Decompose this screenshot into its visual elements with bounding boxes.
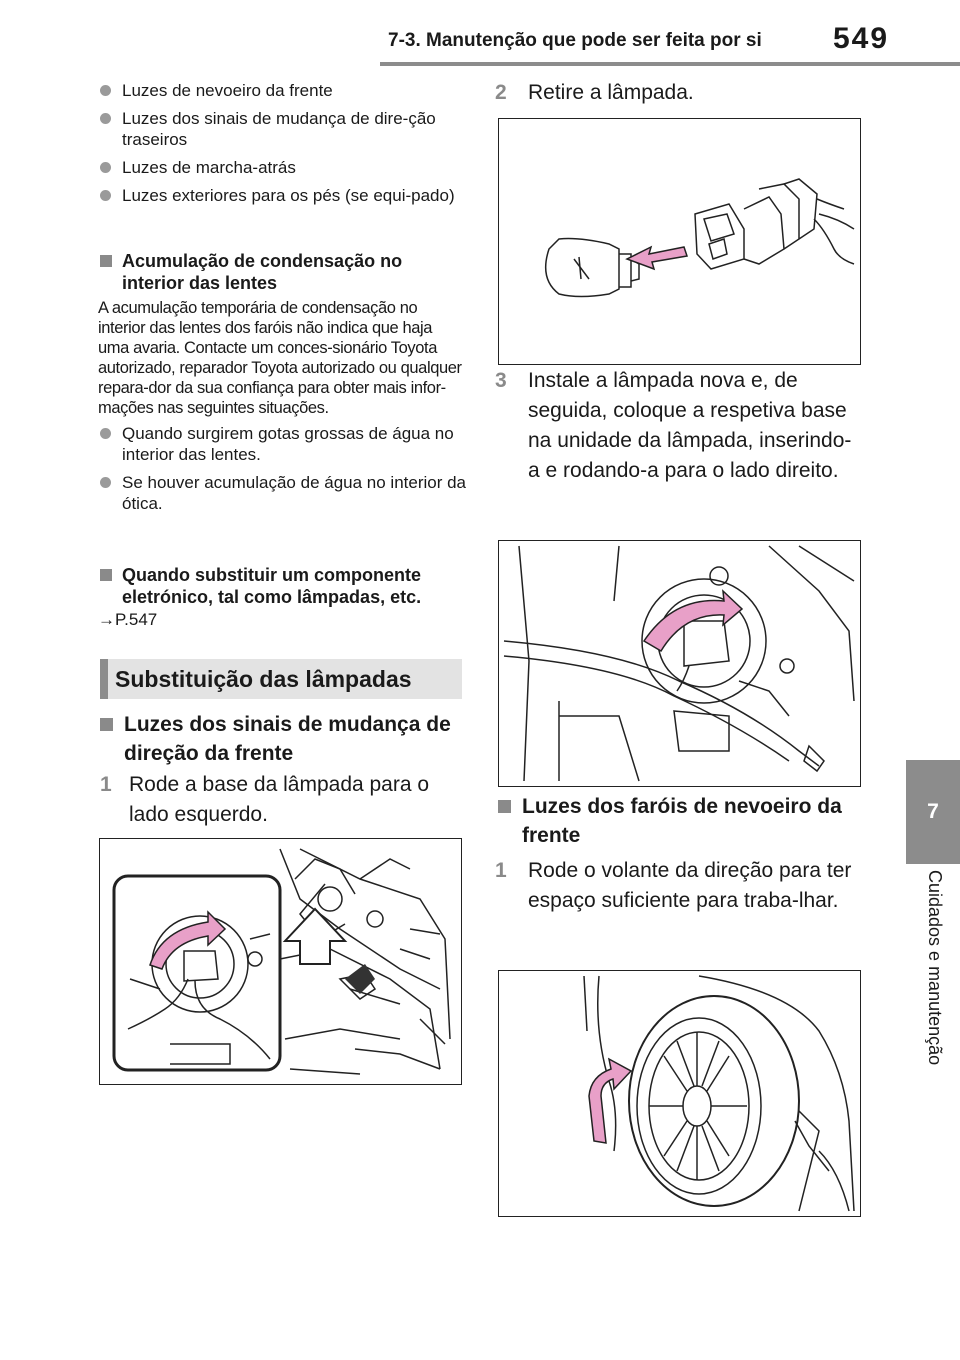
bullet-icon bbox=[100, 162, 111, 173]
square-bullet-icon bbox=[498, 800, 511, 813]
electronic-block bbox=[98, 564, 466, 630]
fog-step-1: 1 Rode o volante da direção para ter espaço suficiente para traba-lhar. bbox=[495, 859, 852, 912]
square-bullet-icon bbox=[100, 569, 112, 581]
wheel-illustration bbox=[499, 971, 860, 1216]
bullet-list bbox=[98, 80, 466, 213]
list-item: Se houver acumulação de água no interior da ótica. bbox=[98, 472, 466, 514]
chapter-title: Cuidados e manutenção bbox=[925, 870, 945, 1066]
bullet-icon bbox=[100, 113, 111, 124]
bullet-icon bbox=[100, 85, 111, 96]
step-3: 3 Instale a lâmpada nova e, de seguida, coloque a respetiva base na unidade da lâmpada, inserindo-a e rodando-a para o lado direito. bbox=[495, 369, 852, 482]
page-number: 549 bbox=[833, 22, 890, 55]
electronic-heading: Quando substituir um componente eletrónico, tal como lâmpadas, etc. bbox=[98, 564, 466, 608]
section-bar bbox=[100, 659, 108, 699]
square-bullet-icon bbox=[100, 255, 112, 267]
figure-turn-wheel bbox=[498, 970, 861, 1217]
turn-signal-illustration bbox=[100, 839, 461, 1084]
list-item: Luzes dos sinais de mudança de dire-ção traseiros bbox=[98, 108, 466, 150]
figure-remove-bulb bbox=[498, 118, 861, 365]
pull-arrow-icon bbox=[627, 247, 687, 269]
figure-install-socket bbox=[498, 540, 861, 787]
front-turn-step-1: 1 Rode a base da lâmpada para o lado esquerdo. bbox=[100, 773, 430, 826]
bulb-removal-illustration bbox=[499, 119, 860, 364]
fog-light-heading: Luzes dos faróis de nevoeiro da frente bbox=[498, 792, 858, 850]
square-bullet-icon bbox=[100, 718, 113, 731]
section-heading: Substituição das lâmpadas bbox=[100, 659, 462, 699]
bullet-icon bbox=[100, 190, 111, 201]
chapter-tab[interactable]: 7 bbox=[906, 760, 960, 864]
bullet-icon bbox=[100, 428, 111, 439]
page-reference[interactable]: →P.547 bbox=[98, 610, 158, 629]
section-title: 7-3. Manutenção que pode ser feita por si bbox=[388, 30, 762, 51]
condensation-block bbox=[98, 250, 466, 521]
condensation-heading: Acumulação de condensação no interior das lentes bbox=[98, 250, 466, 294]
list-item: Quando surgirem gotas grossas de água no interior das lentes. bbox=[98, 423, 466, 465]
list-item: Luzes de nevoeiro da frente bbox=[98, 80, 466, 101]
figure-turn-signal-socket bbox=[99, 838, 462, 1085]
header-rule bbox=[380, 62, 960, 66]
front-turn-heading: Luzes dos sinais de mudança de direção da frente bbox=[100, 710, 460, 768]
list-item: Luzes de marcha-atrás bbox=[98, 157, 466, 178]
turn-arrow-icon bbox=[589, 1059, 631, 1143]
bullet-icon bbox=[100, 477, 111, 488]
list-item: Luzes exteriores para os pés (se equi-pado) bbox=[98, 185, 466, 206]
socket-install-illustration bbox=[499, 541, 860, 786]
step-2: 2 Retire a lâmpada. bbox=[495, 81, 694, 104]
condensation-text: A acumulação temporária de condensação no interior das lentes dos faróis não indica que haja uma avaria. Contacte um conces-sionário Toyota autorizado, reparador Toyota autorizado ou qualquer repara-dor da sua confiança para obter mais infor-mações nas seguintes situações. bbox=[98, 299, 462, 417]
